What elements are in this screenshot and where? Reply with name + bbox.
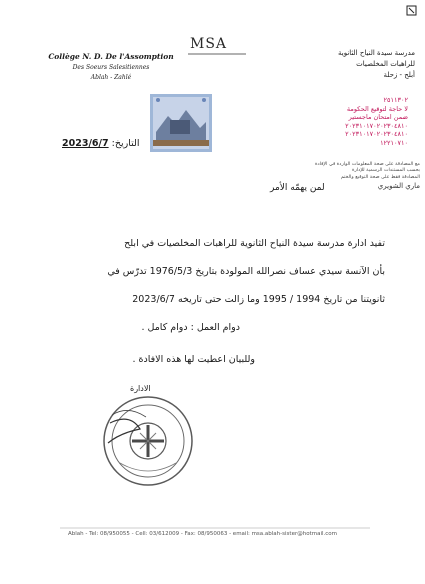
stamp-line: مع المصادقة على صحة المعلومات الواردة في الإفادة xyxy=(314,162,420,167)
to-whom-heading: لمن يهمّه الأمر xyxy=(270,183,325,193)
body-line-5: وللبيان اعطيت لها هذه الافادة . xyxy=(132,354,255,365)
school-location-fr: Ablah - Zahlé xyxy=(90,74,132,81)
school-congregation-fr: Des Soeurs Salesitiennes xyxy=(72,64,150,71)
red-note-line: لا حاجة لتوقيع الحكومة xyxy=(346,104,408,113)
stamp-line: بحسب المستندات الرسمية للإدارة xyxy=(352,168,420,174)
date-label: التاريخ: xyxy=(111,138,140,149)
body-line-4: دوام العمل : دوام كامل . xyxy=(141,322,240,333)
red-note-line: ١٢٢١٠٧١٠ xyxy=(380,138,408,147)
red-note-line: ٢٠٢٣١٠١٧٠٢٠٢٣٠٤٨١٠ xyxy=(345,121,408,130)
body-line-1: تفيد ادارة مدرسة سيدة النياح الثانوية للراهبات المخلصيات في ابلح xyxy=(124,238,385,249)
header-right-school-name xyxy=(320,48,415,81)
handwritten-red-note xyxy=(290,96,408,147)
date-value: 2023/6/7 xyxy=(62,138,109,149)
header-left-school-name xyxy=(46,52,176,81)
school-name-ar: مدرسة سيدة النياح الثانوية xyxy=(338,49,415,57)
administration-label: الادارة xyxy=(130,384,151,393)
logo-underline xyxy=(188,52,246,56)
school-seal xyxy=(100,393,196,489)
red-note-line: ٢٥١١٣٠٢ xyxy=(383,96,408,104)
red-note-line: ضمن امتحان ماجستير xyxy=(348,113,408,121)
red-note-line: ٢٠٢٣١٠١٧٠٢٠٢٣٠٤٨١٠ xyxy=(345,130,408,138)
corner-mark xyxy=(406,2,418,14)
stamp-signature: ماري الشويري xyxy=(377,182,420,191)
body-line-2: بأن الآنسة سيدي عساف نصرالله المولودة بتاريخ 1976/5/3 تدرّس في xyxy=(107,266,385,277)
footer-rule xyxy=(60,527,370,530)
school-name-fr: Collège N. D. De l'Assomption xyxy=(48,52,174,61)
date-line xyxy=(62,138,140,149)
school-logo: MSA xyxy=(190,36,228,52)
stamp-line: المصادقة فقط على صحة التوقيع والختم xyxy=(340,174,420,180)
school-congregation-ar: للراهبات المخلصيات xyxy=(356,60,415,68)
school-location-ar: أبلح - زحلة xyxy=(383,71,415,79)
footer-contact: Ablah - Tel: 08/950055 - Cell: 03/612009 - Fax: 08/950063 - email: msa.ablah-sister@hotmail.com xyxy=(68,531,337,537)
body-line-3: ثانويتنا من تاريخ 1994 / 1995 وما زالت حتى تاريخه 2023/6/7 xyxy=(132,294,385,305)
revenue-stamp-image xyxy=(150,94,212,152)
